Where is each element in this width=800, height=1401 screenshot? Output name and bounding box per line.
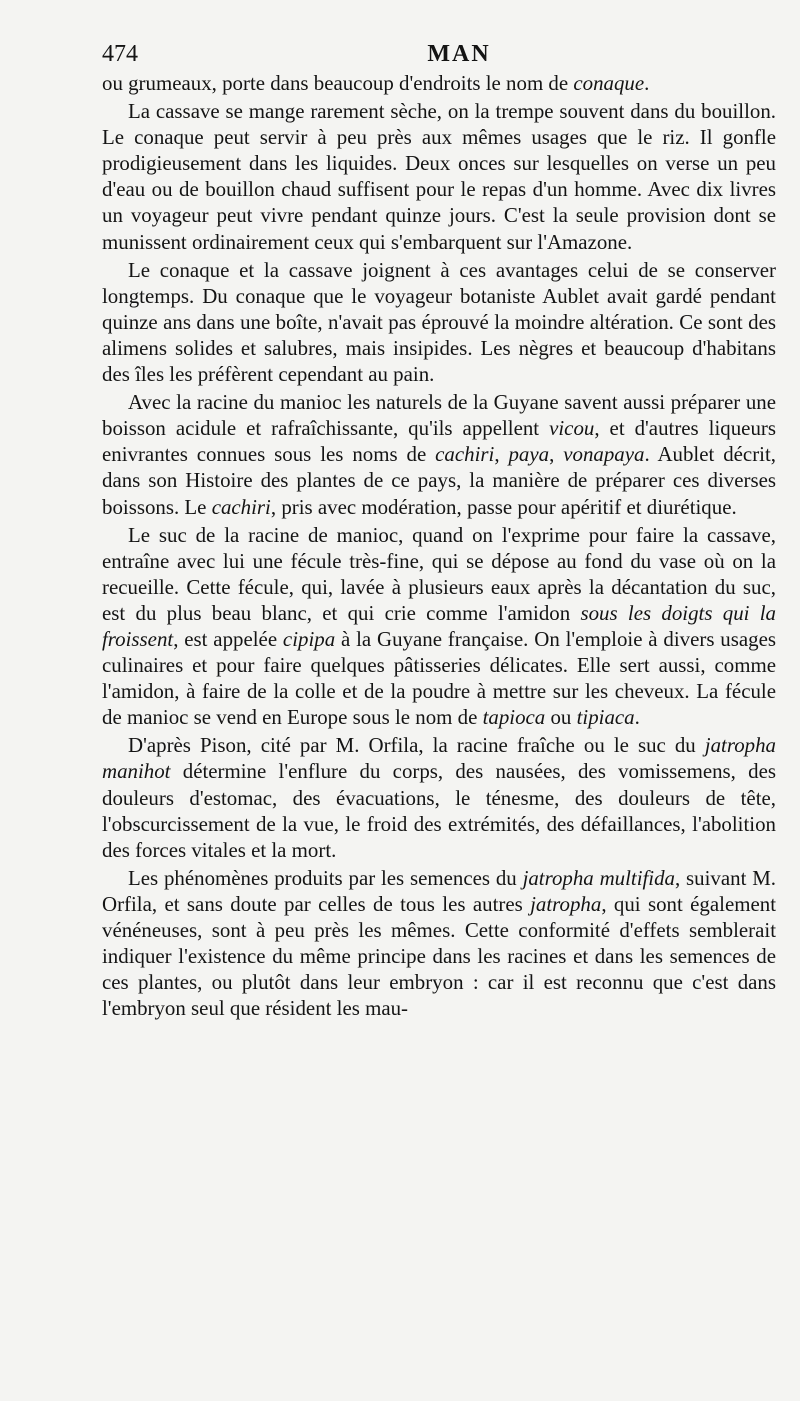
italic-term: cipipa [282, 626, 336, 651]
text-run: . Aublet décrit, dans son Histoire des plantes de ce pays, la manière de préparer ces diverses boissons. Le [102, 442, 776, 519]
running-head: MAN [427, 41, 491, 67]
italic-term: sous les doigts qui la froissent [102, 600, 777, 651]
body-text [102, 70, 776, 1021]
paragraph [102, 522, 776, 731]
italic-term: tipiaca [576, 705, 635, 730]
italic-term: paya [508, 442, 550, 467]
paragraph [102, 732, 776, 862]
italic-term: jatropha manihot [102, 733, 776, 784]
text-run: Le conaque et la cassave joignent à ces avantages celui de se conserver longtemps. Du conaque que le voyageur botaniste Aublet avait gardé pendant quinze ans dans une boîte, n'avait pas éprouvé la moindre altération. Ce sont des alimens solides et salubres, mais insipides. Les nègres et beaucoup d'habitans des îles les préfèrent cependant au pain. [102, 257, 776, 387]
italic-term: jatropha [530, 891, 602, 916]
paragraph [102, 865, 776, 1022]
paragraph [102, 257, 776, 387]
paragraph [102, 98, 776, 255]
text-run: , est appelée [173, 626, 283, 651]
page-header [102, 38, 776, 70]
paragraph [102, 70, 776, 96]
text-run: ou grumeaux, porte dans beaucoup d'endroits le nom de [102, 71, 574, 95]
italic-term: cachiri [435, 442, 495, 467]
text-run: à la Guyane française. On l'emploie à divers usages culinaires et pour faire quelques pâtisseries délicates. Elle sert aussi, comme l'amidon, à faire de la colle et de la poudre à mettre sur les cheveux. La fécule de manioc se vend en Europe sous le nom de [102, 626, 776, 730]
paragraph [102, 389, 776, 519]
text-run: Le suc de la racine de manioc, quand on l'exprime pour faire la cassave, entraîne avec lui une fécule très-fine, qui se dépose au fond du vase où on la recueille. Cette fécule, qui, lavée à plusieurs eaux après la décantation du suc, est du plus beau blanc, et qui crie comme l'amidon [102, 522, 776, 625]
italic-term: vicou [549, 416, 595, 441]
italic-term: jatropha multifida [522, 865, 676, 890]
text-run: ou [545, 705, 577, 730]
text-run: , [494, 442, 509, 467]
italic-term: conaque [573, 71, 645, 95]
text-run: Avec la racine du manioc les naturels de la Guyane savent aussi préparer une boisson acidule et rafraîchissante, qu'ils appellent [102, 390, 776, 441]
text-run: . [644, 71, 650, 95]
text-run: , pris avec modération, passe pour apéritif et diurétique. [270, 494, 737, 519]
text-run: , suivant M. Orfila, et sans doute par celles de tous les autres [102, 865, 777, 916]
page-number: 474 [102, 41, 138, 67]
text-run: . [634, 705, 640, 730]
text-run: Les phénomènes produits par les semences du [128, 865, 523, 890]
italic-term: vonapaya [563, 442, 645, 467]
text-run: La cassave se mange rarement sèche, on la trempe souvent dans du bouillon. Le conaque peut servir à peu près aux mêmes usages que le riz. Il gonfle prodigieusement dans les liquides. Deux onces sur lesquelles on verse un peu d'eau ou de bouillon chaud suffisent pour le repas d'un homme. Avec dix livres un voyageur peut vivre pendant quinze jours. C'est la seule provision dont se munissent ordinairement ceux qui s'embarquent sur l'Amazone. [102, 99, 776, 254]
text-run: , qui sont également vénéneuses, sont à peu près les mêmes. Cette conformité d'effets semblerait indiquer l'existence du même principe dans les racines et dans les semences de ces plantes, ou plutôt dans leur embryon : car il est reconnu que c'est dans l'embryon seul que résident les mau- [102, 891, 776, 1021]
italic-term: cachiri [211, 494, 271, 519]
text-run: détermine l'enflure du corps, des nausées, des vomissemens, des douleurs d'estomac, des évacuations, le ténesme, des douleurs de tête, l'obscurcissement de la vue, le froid des extrémités, des défaillances, l'abolition des forces vitales et la mort. [102, 759, 776, 862]
text-run: , et d'autres liqueurs enivrantes connues sous les noms de [102, 416, 776, 467]
text-run: D'après Pison, cité par M. Orfila, la racine fraîche ou le suc du [128, 733, 705, 758]
italic-term: tapioca [482, 705, 546, 730]
text-run: , [549, 442, 564, 467]
